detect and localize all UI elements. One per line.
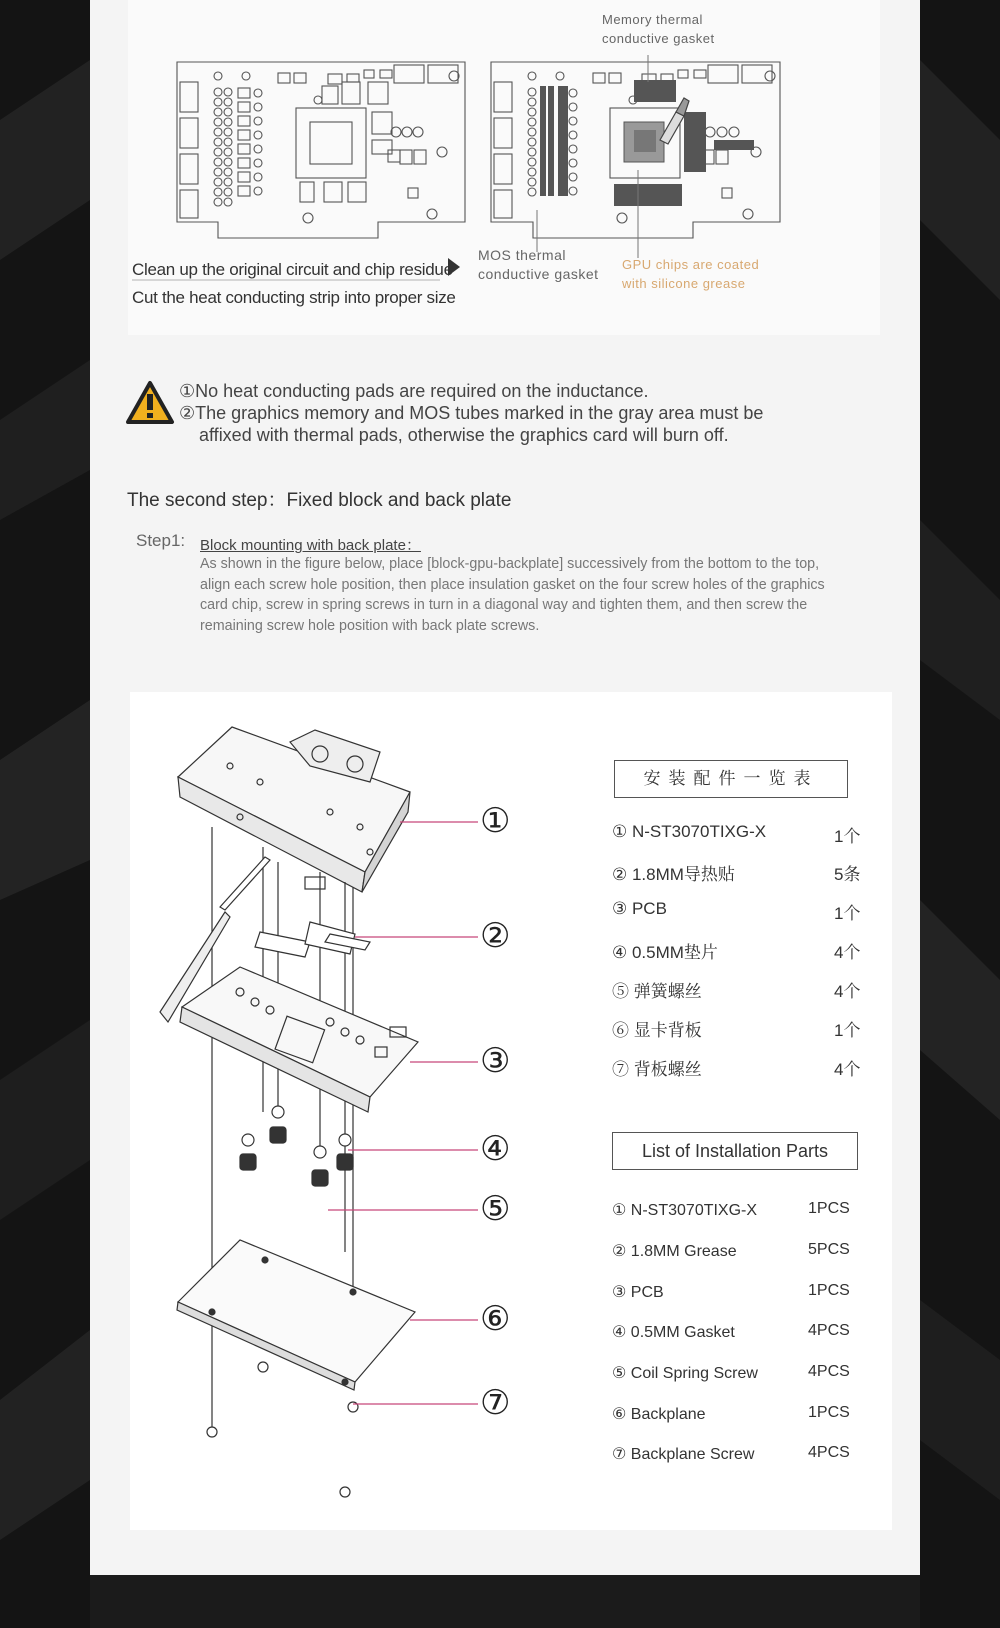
callout-1: ① [480,801,511,841]
exploded-view-svg [130,692,590,1530]
callout-4: ④ [480,1129,511,1169]
warning-line-3: affixed with thermal pads, otherwise the graphics card will burn off. [199,425,729,445]
callout-6: ⑥ [480,1299,511,1339]
installation-figure: ① ② ③ ④ ⑤ ⑥ ⑦ 安装配件一览表 ① N-ST3070TIXG-X 1个 ② 1.8MM导热贴 5条 ③ PCB 1个 ④ 0.5MM垫片 4个 ⑤ 弹簧螺丝 4个 ⑥ 显卡背板 1个 ⑦ 背板螺丝 4个 List of Installation Parts ① N-ST3070TIXG-X 1PCS ② 1.8MM Grease 5PCS ③ PCB 1PCS ④ 0.5MM Gasket 4PCS ⑤ Coil Spring Screw 4PCS ⑥ Backplane 1PCS ⑦ Backplane Screw 4PCS [130,692,892,1530]
left-background-decoration [0,0,90,1628]
gpu-grease-label: GPU chips are coated with silicone grease [622,257,760,291]
pcb-diagram-svg [128,0,880,335]
warning-line-2: ②The graphics memory and MOS tubes marked in the gray area must be [179,403,764,423]
parts-list-cn-title: 安装配件一览表 [614,760,848,798]
warning-triangle-icon [125,380,175,426]
step1-label: Step1: [136,531,186,550]
step1-description: As shown in the figure below, place [block-gpu-backplate] successively from the bottom to the top, align each screw hole position, then place insulation gasket on the four screw holes of the graphics card chip, screw in spring screws in turn in a diagonal way and tighten them, and then screw the remaining screw hole position with back plate screws. [200,556,825,634]
content-page [90,0,920,1575]
step1-subtitle: Block mounting with back plate： [200,537,421,554]
warning-line-1: ①No heat conducting pads are required on the inductance. [179,381,649,401]
clean-up-instruction: Clean up the original circuit and chip residue [132,260,453,279]
second-step-title: The second step：Fixed block and back plate [127,490,512,511]
callout-7: ⑦ [480,1383,511,1423]
callout-5: ⑤ [480,1189,511,1229]
callout-2: ② [480,916,511,956]
memory-pad-label: Memory thermal conductive gasket [602,12,715,46]
cut-strip-instruction: Cut the heat conducting strip into proper size [132,288,456,307]
right-background-decoration [920,0,1000,1628]
parts-list-en-title: List of Installation Parts [612,1132,858,1170]
mos-pad-label: MOS thermal conductive gasket [478,247,599,282]
callout-3: ③ [480,1041,511,1081]
pcb-preparation-figure [128,0,880,335]
